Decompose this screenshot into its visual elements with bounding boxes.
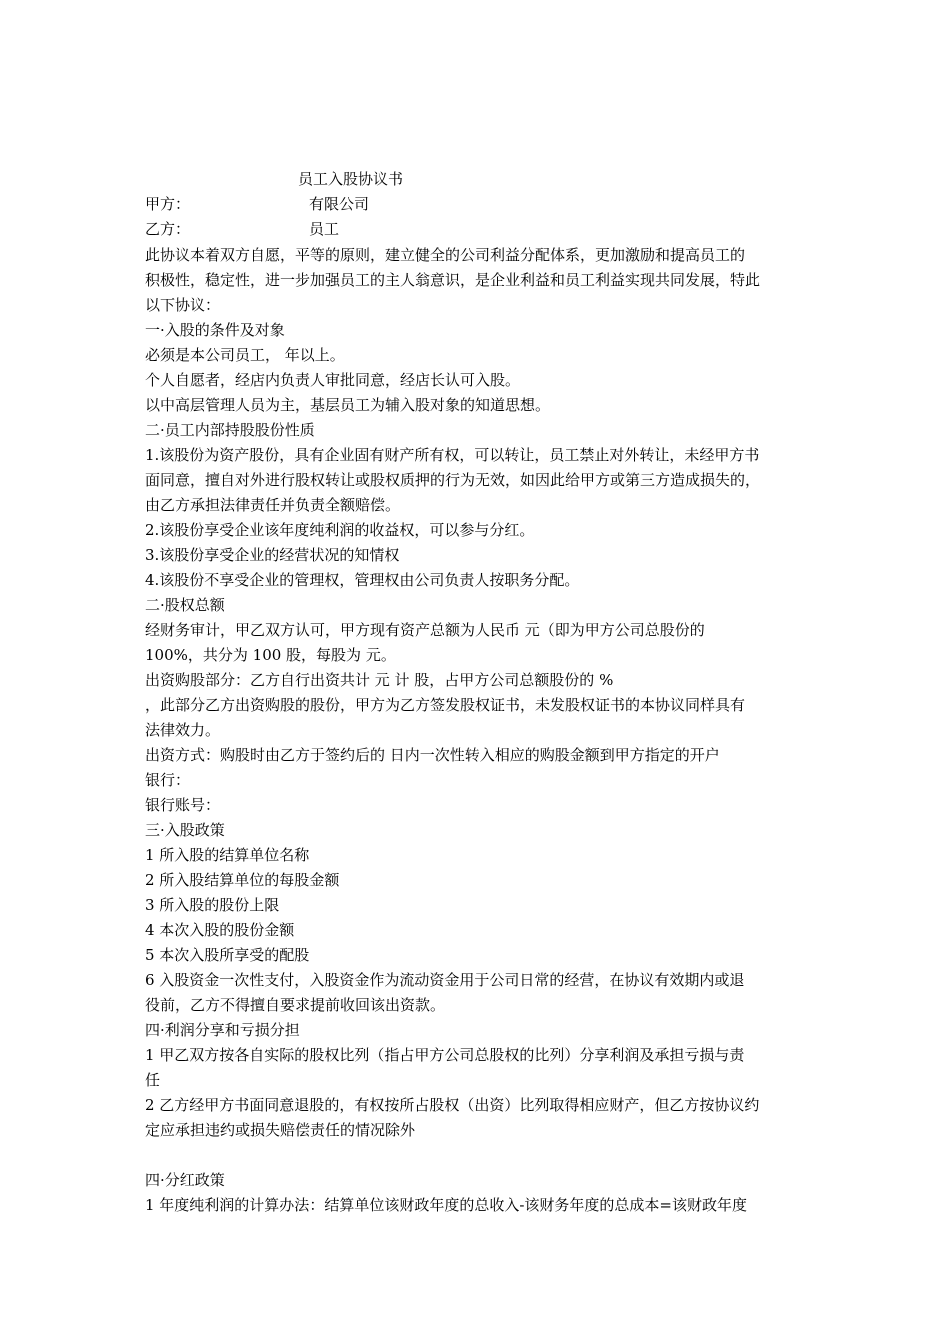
- section-heading: 一·入股的条件及对象: [145, 321, 285, 339]
- party-b-value: 员工: [309, 220, 340, 238]
- paragraph-line: 出资方式：购股时由乙方于签约后的 日内一次性转入相应的购股金额到甲方指定的开户: [145, 746, 720, 764]
- paragraph-line: 5 本次入股所享受的配股: [145, 946, 310, 964]
- paragraph-line: 个人自愿者，经店内负责人审批同意，经店长认可入股。: [145, 371, 521, 389]
- party-a-label: 甲方：: [145, 195, 191, 213]
- paragraph-line: 面同意，擅自对外进行股权转让或股权质押的行为无效，如因此给甲方或第三方造成损失的，: [145, 471, 761, 489]
- paragraph-line: 由乙方承担法律责任并负责全额赔偿。: [145, 496, 401, 514]
- paragraph-line: 以中高层管理人员为主，基层员工为辅入股对象的知道思想。: [145, 396, 551, 414]
- paragraph-line: 1 甲乙双方按各自实际的股权比列（指占甲方公司总股权的比列）分享利润及承担亏损与责: [145, 1046, 745, 1064]
- section-heading: 四·分红政策: [145, 1171, 225, 1189]
- party-a-value: 有限公司: [309, 195, 370, 213]
- party-b-label: 乙方：: [145, 220, 191, 238]
- paragraph-line: 1.该股份为资产股份，具有企业固有财产所有权，可以转让，员工禁止对外转让，未经甲方书: [145, 446, 760, 464]
- paragraph-line: 2.该股份享受企业该年度纯利润的收益权，可以参与分红。: [145, 521, 535, 539]
- paragraph-line: 3.该股份享受企业的经营状况的知情权: [145, 546, 400, 564]
- paragraph-line: 定应承担违约或损失赔偿责任的情况除外: [145, 1121, 416, 1139]
- document-title: 员工入股协议书: [298, 170, 404, 188]
- party-b-line: [145, 218, 810, 240]
- paragraph-line: 银行：: [145, 771, 191, 789]
- paragraph-line: 法律效力。: [145, 721, 221, 739]
- paragraph-line: 银行账号：: [145, 796, 221, 814]
- paragraph-line: 必须是本公司员工， 年以上。: [145, 346, 345, 364]
- paragraph-line: 4 本次入股的股份金额: [145, 921, 295, 939]
- paragraph-line: 任: [145, 1071, 161, 1089]
- section-heading: 二·股权总额: [145, 596, 225, 614]
- paragraph-line: 100%，共分为 100 股，每股为 元。: [145, 646, 396, 664]
- intro-line: 以下协议：: [145, 296, 221, 314]
- paragraph-line: 经财务审计，甲乙双方认可，甲方现有资产总额为人民币 元（即为甲方公司总股份的: [145, 621, 705, 639]
- section-heading: 三·入股政策: [145, 821, 225, 839]
- paragraph-line: 3 所入股的股份上限: [145, 896, 280, 914]
- paragraph-line: 役前，乙方不得擅自要求提前收回该出资款。: [145, 996, 446, 1014]
- section-heading: 二·员工内部持股股份性质: [145, 421, 315, 439]
- paragraph-line: 1 所入股的结算单位名称: [145, 846, 310, 864]
- section-heading: 四·利润分享和亏损分担: [145, 1021, 300, 1039]
- paragraph-line: 2 所入股结算单位的每股金额: [145, 871, 340, 889]
- paragraph-line: 2 乙方经甲方书面同意退股的，有权按所占股权（出资）比列取得相应财产，但乙方按协议约: [145, 1096, 760, 1114]
- paragraph-line: 4.该股份不享受企业的管理权，管理权由公司负责人按职务分配。: [145, 571, 580, 589]
- paragraph-line: ，此部分乙方出资购股的股份，甲方为乙方签发股权证书，未发股权证书的本协议同样具有: [145, 696, 746, 714]
- paragraph-line: 6 入股资金一次性支付，入股资金作为流动资金用于公司日常的经营，在协议有效期内或退: [145, 971, 745, 989]
- intro-line: 积极性，稳定性，进一步加强员工的主人翁意识，是企业利益和员工利益实现共同发展，特此: [145, 271, 761, 289]
- intro-line: 此协议本着双方自愿，平等的原则，建立健全的公司利益分配体系，更加激励和提高员工的: [145, 246, 746, 264]
- party-a-line: [145, 193, 810, 215]
- paragraph-line: 出资购股部分：乙方自行出资共计 元 计 股，占甲方公司总额股份的 %: [145, 671, 614, 689]
- paragraph-line: 1 年度纯利润的计算办法：结算单位该财政年度的总收入-该财务年度的总成本=该财政年度: [145, 1196, 747, 1214]
